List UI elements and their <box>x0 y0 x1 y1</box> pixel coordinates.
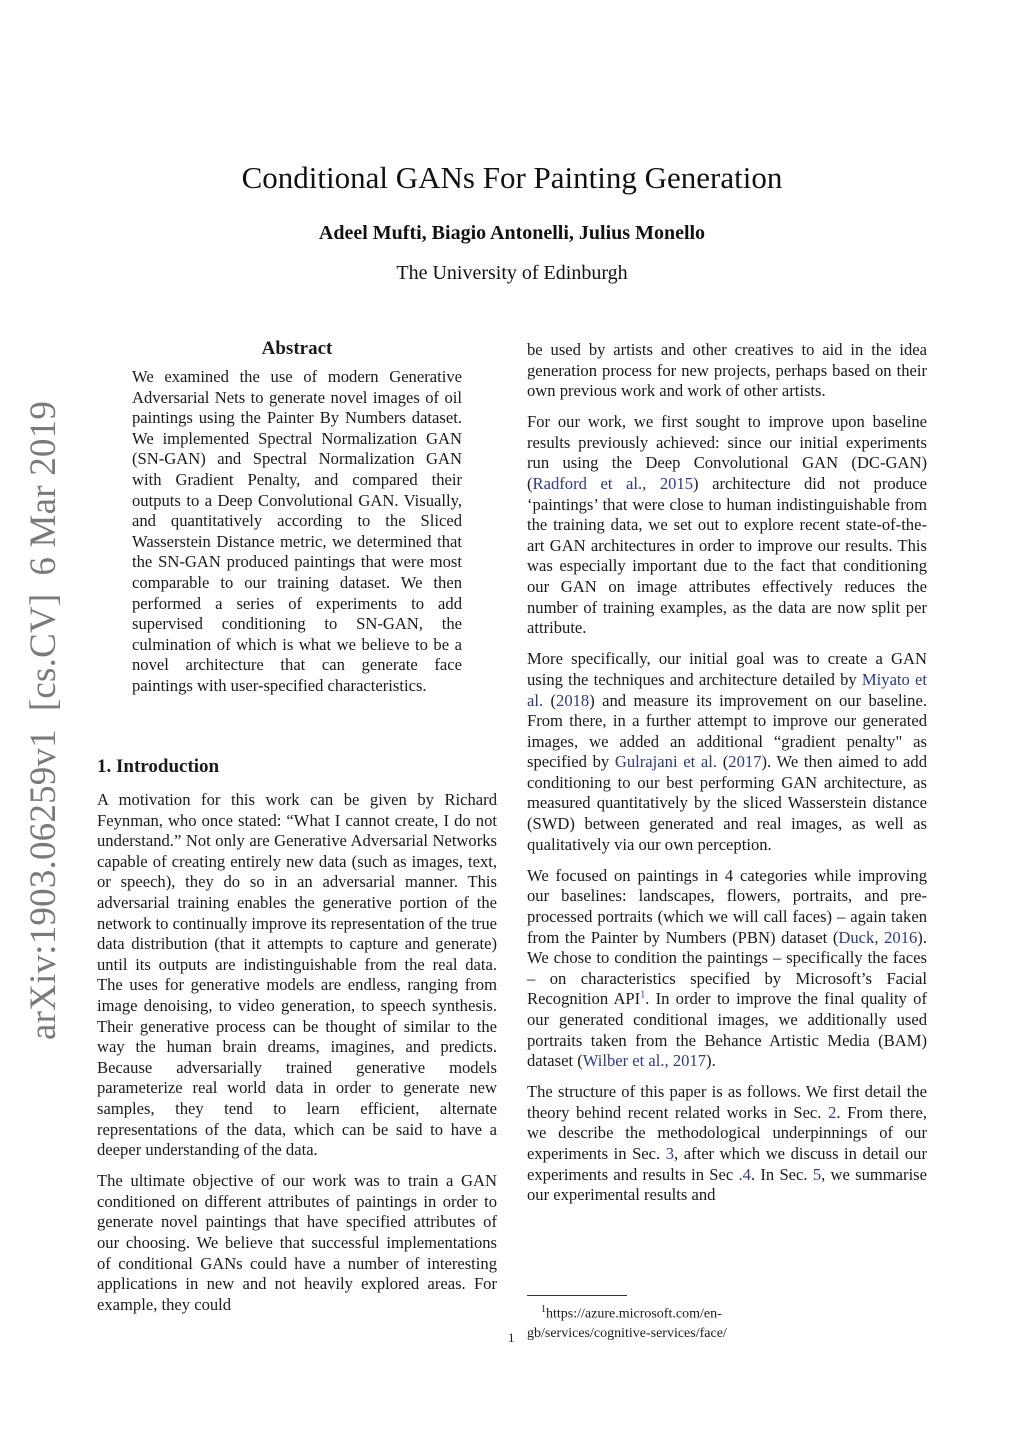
footnote-mark: 1 <box>541 1304 546 1315</box>
citation-duck-2016[interactable]: Duck, 2016 <box>838 927 918 947</box>
arxiv-category: [cs.CV] <box>23 593 64 712</box>
abstract-body: We examined the use of modern Generative Adversarial Nets to generate novel images of oil paintings using the Painter By Numbers dataset. We implemented Spectral Normalization GAN (SN-GAN) and Spectral Normalization GAN with Gradient Penalty, and compared their outputs to a Deep Convolutional GAN. Visually, and quantitatively according to the Sliced Wasserstein Distance metric, we determined that the SN-GAN produced paintings that were most comparable to our training dataset. We then performed a series of experiments to add supervised conditioning to SN-GAN, the culmination of which is what we believe to be a novel architecture that can generate face paintings with user-specified characteristics. <box>132 367 462 695</box>
footnote <box>527 1300 827 1343</box>
right-column-body <box>527 340 927 1216</box>
section-ref-5[interactable]: 5 <box>812 1164 822 1184</box>
footnote-mark-link[interactable]: 1 <box>640 989 646 1001</box>
section-heading-introduction: 1. Introduction <box>97 756 220 777</box>
intro-paragraph-1: A motivation for this work can be given by Richard Feynman, who once stated: “What I cannot create, I do not understand.” Not only are Generative Adversarial Networks capable of creating entirely new data (such as images, text, or speech), they do so in an adversarial manner. This adversarial training enables the generative portion of the network to continually improve its representation of the true data distribution (that it attempts to capture and generate) until its outputs are indistinguishable from the real data. The uses for generative models are endless, ranging from image denoising, to video generation, to speech synthesis. Their generative process can be thought of similar to the way the human brain dreams, imagines, and predicts. Because adversarially trained generative models parameterize real world data in order to generate new samples, they tend to learn efficient, alternate representations of the data, which can be said to have a deeper understanding of the data. <box>97 790 497 1160</box>
citation-wilber-2017[interactable]: Wilber et al., 2017 <box>582 1051 707 1071</box>
section-ref-3[interactable]: 3 <box>665 1143 675 1163</box>
paper-title: Conditional GANs For Painting Generation <box>241 160 783 195</box>
citation-miyato-year[interactable]: 2018 <box>556 690 590 710</box>
section-ref-4[interactable]: .4 <box>738 1164 751 1184</box>
intro-paragraph-2: The ultimate objective of our work was to train a GAN conditioned on different attributes of paintings in order to generate novel paintings that have specified attributes of our choosing. We believe that successful implementations of conditional GANs could have a number of interesting applications in new and not heavily explored areas. For example, they could <box>97 1171 497 1314</box>
section-ref-2[interactable]: 2 <box>828 1102 837 1122</box>
left-column-body <box>97 790 497 1326</box>
arxiv-date: 6 Mar 2019 <box>23 400 64 576</box>
footnote-divider <box>527 1295 627 1296</box>
intro-paragraph-7: The structure of this paper is as follows. We first detail the theory behind recent related works in Sec. 2. From there, we describe the methodological underpinnings of our experiments in Sec. 3, after which we discuss in detail our experiments and results in Sec .4. In Sec. 5, we summarise our experimental results and <box>527 1082 928 1205</box>
citation-radford-2015[interactable]: Radford et al., 2015 <box>532 474 694 494</box>
intro-paragraph-3: be used by artists and other creatives to aid in the idea generation process for new projects, perhaps based on their own previous work and work of other artists. <box>527 340 927 401</box>
abstract-heading: Abstract <box>261 338 333 359</box>
paper-authors: Adeel Mufti, Biagio Antonelli, Julius Monello <box>318 222 706 244</box>
intro-paragraph-5: More specifically, our initial goal was to create a GAN using the techniques and architecture detailed by Miyato et al. (2018) and measure its improvement on our baseline. From there, in a further attempt to improve our generated images, we added an additional “gradient penalty" as specified by Gulrajani et al. (2017). We then aimed to add conditioning to our best performing GAN architecture, as measured quantitatively by the sliced Wasserstein distance (SWD) between generated and real images, as well as qualitatively via our own perception. <box>527 649 928 854</box>
intro-paragraph-6: We focused on paintings in 4 categories while improving our baselines: landscapes, flowers, portraits, and pre-processed portraits (which we will call faces) – again taken from the Painter by Numbers (PBN) dataset (Duck, 2016). We chose to condition the paintings – specifically the faces – on characteristics specified by Microsoft’s Facial Recognition API$^1$. In order to improve the final quality of our generated conditional images, we additionally used portraits taken from the Behance Artistic Media (BAM) dataset (Wilber et al., 2017). <box>527 865 928 1071</box>
citation-miyato[interactable]: Miyato et al. <box>527 669 928 710</box>
citation-gulrajani[interactable]: Gulrajani et al. <box>614 752 718 772</box>
page-number: 1 <box>508 1330 515 1345</box>
intro-paragraph-4: For our work, we first sought to improve upon baseline results previously achieved: since our initial experiments run using the Deep Convolutional GAN (DC-GAN) (Radford et al., 2015) architecture did not produce ‘paintings’ that were close to human indistinguishable from the training data, we set out to explore recent state-of-the-art GAN architectures in order to improve our results. This was especially important due to the fact that conditioning our GAN on image attributes effectively reduces the number of training examples, as the data are now split per attribute. <box>527 412 927 638</box>
citation-gulrajani-year[interactable]: 2017 <box>728 752 762 772</box>
arxiv-id: arXiv:1903.06259v1 <box>23 729 64 1040</box>
paper-affiliation: The University of Edinburgh <box>396 262 628 284</box>
footnote-url[interactable]: https://azure.microsoft.com/en-gb/services/cognitive-services/face/ <box>527 1306 727 1341</box>
